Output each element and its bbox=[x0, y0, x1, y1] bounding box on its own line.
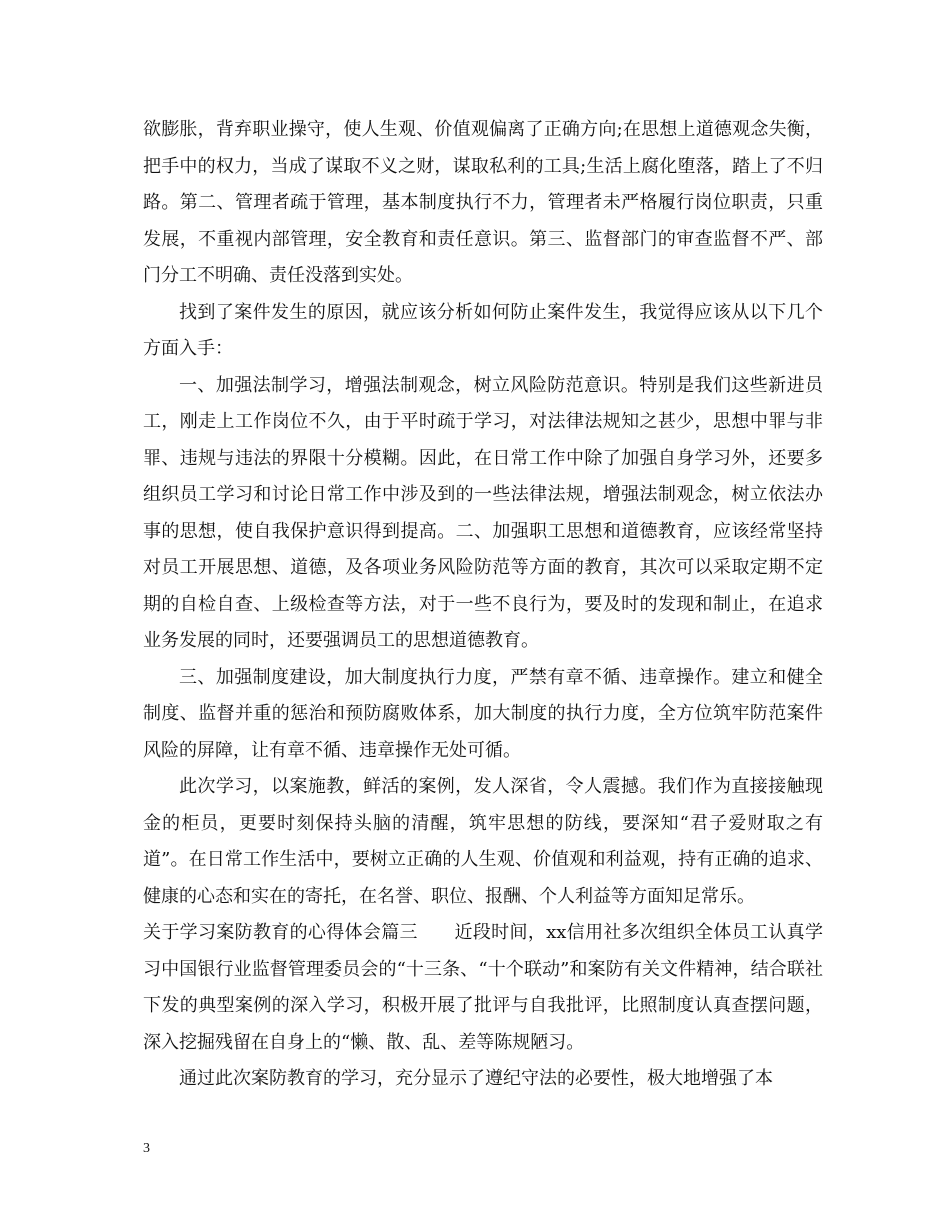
paragraph-4: 三、加强制度建设，加大制度执行力度，严禁有章不循、违章操作。建立和健全制度、监督并重的惩治和预防腐败体系，加大制度的执行力度，全方位筑牢防范案件风险的屏障，让有章不循、违章操作无处可循。 bbox=[143, 666, 823, 761]
paragraph-5: 此次学习，以案施教，鲜活的案例，发人深省，令人震撼。我们作为直接接触现金的柜员，更要时刻保持头脑的清醒，筑牢思想的防线，要深知“君子爱财取之有道”。在日常工作生活中，要树立正确的人生观、价值观和利益观，持有正确的追求、健康的心态和实在的寄托，在名誉、职位、报酬、个人利益等方面知足常乐。 bbox=[143, 776, 823, 907]
page-number: 3 bbox=[143, 1141, 150, 1156]
paragraph-1: 欲膨胀，背弃职业操守，使人生观、价值观偏离了正确方向;在思想上道德观念失衡，把手中的权力，当成了谋取不义之财，谋取私利的工具;生活上腐化堕落，踏上了不归路。第二、管理者疏于管理，基本制度执行不力，管理者未严格履行岗位职责，只重发展，不重视内部管理，安全教育和责任意识。第三、监督部门的审查监督不严、部门分工不明确、责任没落到实处。 bbox=[143, 119, 823, 286]
document-body bbox=[143, 112, 823, 1098]
paragraph-3: 一、加强法制学习，增强法制观念，树立风险防范意识。特别是我们这些新进员工，刚走上工作岗位不久，由于平时疏于学习，对法律法规知之甚少，思想中罪与非罪、违规与违法的界限十分模糊。因此，在日常工作中除了加强自身学习外，还要多组织员工学习和讨论日常工作中涉及到的一些法律法规，增强法制观念，树立依法办事的思想，使自我保护意识得到提高。二、加强职工思想和道德教育，应该经常坚持对员工开展思想、道德，及各项业务风险防范等方面的教育，其次可以采取定期不定期的自检自查、上级检查等方法，对于一些不良行为，要及时的发现和制止，在追求业务发展的同时，还要强调员工的思想道德教育。 bbox=[143, 374, 823, 651]
paragraph-6-section-heading: 关于学习案防教育的心得体会篇三 近段时间，xx信用社多次组织全体员工认真学习中国银行业监督管理委员会的“十三条、“十个联动”和案防有关文件精神，结合联社下发的典型案例的深入学习，积极开展了批评与自我批评，比照制度认真查摆问题，深入挖掘残留在自身上的“懒、散、乱、差等陈规陋习。 bbox=[143, 922, 823, 1053]
paragraph-2: 找到了案件发生的原因，就应该分析如何防止案件发生，我觉得应该从以下几个方面入手： bbox=[143, 301, 823, 359]
paragraph-7: 通过此次案防教育的学习，充分显示了遵纪守法的必要性，极大地增强了本 bbox=[179, 1068, 773, 1089]
